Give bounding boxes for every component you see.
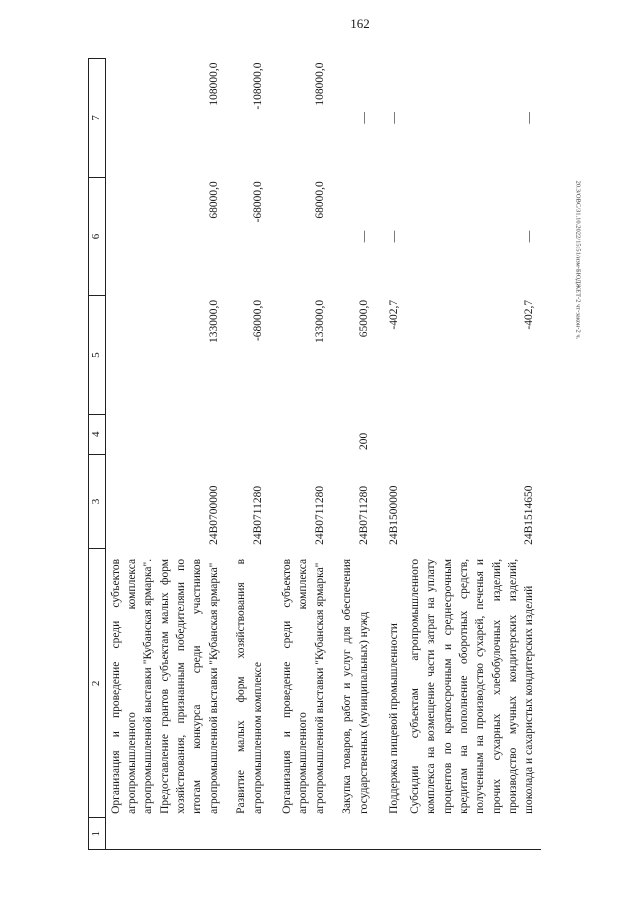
page-number: 162 xyxy=(350,16,370,31)
row-code: 24В0711280 xyxy=(251,485,264,545)
row-value-6: — xyxy=(387,230,400,243)
row-code: 24В0711280 xyxy=(313,485,326,545)
row-first-col xyxy=(331,818,375,850)
table-row xyxy=(405,59,541,850)
row-vr xyxy=(375,414,405,454)
rotated-page-content xyxy=(88,58,608,850)
row-value-7: 108000,0 xyxy=(313,62,326,106)
row-vr xyxy=(405,414,541,454)
row-code: 24В0700000 xyxy=(207,485,220,545)
row-code: 24В1514650 xyxy=(523,485,536,545)
table-row xyxy=(105,59,225,850)
header-col-5: 5 xyxy=(89,296,106,415)
row-name: Организация и проведение среди субъектов агропромышленного комплекса агропромышленной выставки "Кубанская ярмарка". Предоставление грантов субъектам малых форм хозяйствования, признанным победителями по итогам конкурса среди участников агропромышленной выставки "Кубанская ярмарка" xyxy=(109,558,220,814)
budget-table xyxy=(88,58,541,850)
row-name: Закупка товаров, работ и услуг для обеспечения государственных (муниципальных) нужд xyxy=(341,558,370,814)
row-value-6: -68000,0 xyxy=(251,181,264,223)
row-value-5: 65000,0 xyxy=(357,299,370,338)
header-col-4: 4 xyxy=(89,414,106,454)
row-value-6: 68000,0 xyxy=(313,181,326,219)
table-row xyxy=(269,59,331,850)
row-first-col xyxy=(269,818,331,850)
row-first-col xyxy=(225,818,269,850)
row-vr xyxy=(225,414,269,454)
header-col-2: 2 xyxy=(89,549,106,818)
table-header-row xyxy=(89,59,106,850)
row-value-6: — xyxy=(523,230,536,243)
row-code: 24В1500000 xyxy=(387,485,400,545)
row-name: Субсидии субъектам агропромышленного комплекса на возмещение части затрат на уплату процентов по краткосрочным и среднесрочным кредитам на пополнение оборотных средств, полученным на производство сухарей, печенья и прочих сухарных хлебобулочных изделий, производство мучных кондитерских изделий, шоколада и сахаристых кондитерских изделий xyxy=(408,558,536,814)
row-value-6: — xyxy=(357,230,370,243)
row-name: Поддержка пищевой промышленности xyxy=(387,623,400,814)
row-first-col xyxy=(105,818,225,850)
row-vr xyxy=(105,414,225,454)
table-row xyxy=(225,59,269,850)
budget-table-container xyxy=(88,58,608,850)
row-vr xyxy=(269,414,331,454)
header-col-3: 3 xyxy=(89,454,106,549)
row-value-5: 133000,0 xyxy=(313,299,326,343)
row-value-5: -402,7 xyxy=(523,299,536,330)
table-row xyxy=(331,59,375,850)
document-code: 20.3/ОВС/31.10.2022/15:51/изм-БЮДЖЕТ-2 чт-закон-2 ч. xyxy=(574,180,582,340)
header-col-1: 1 xyxy=(89,818,106,850)
row-value-7: 108000,0 xyxy=(207,62,220,106)
header-col-6: 6 xyxy=(89,177,106,296)
row-value-7: — xyxy=(523,112,536,124)
row-value-7: -108000,0 xyxy=(251,62,264,110)
row-name: Организация и проведение среди субъектов агропромышленного комплекса агропромышленной выставки "Кубанская ярмарка" xyxy=(280,558,326,814)
row-first-col xyxy=(375,818,405,850)
table-row xyxy=(375,59,405,850)
row-value-6: 68000,0 xyxy=(207,181,220,219)
row-first-col xyxy=(405,818,541,850)
row-value-7: — xyxy=(357,112,370,124)
row-vr: 200 xyxy=(357,432,370,451)
row-name: Развитие малых форм хозяйствования в агропромышленном комплексе xyxy=(235,558,264,814)
row-code: 24В0711280 xyxy=(357,485,370,545)
row-value-5: -402,7 xyxy=(387,299,400,330)
header-col-7: 7 xyxy=(89,59,106,178)
row-value-5: 133000,0 xyxy=(207,299,220,343)
row-value-5: -68000,0 xyxy=(251,299,264,342)
row-value-7: — xyxy=(387,112,400,124)
